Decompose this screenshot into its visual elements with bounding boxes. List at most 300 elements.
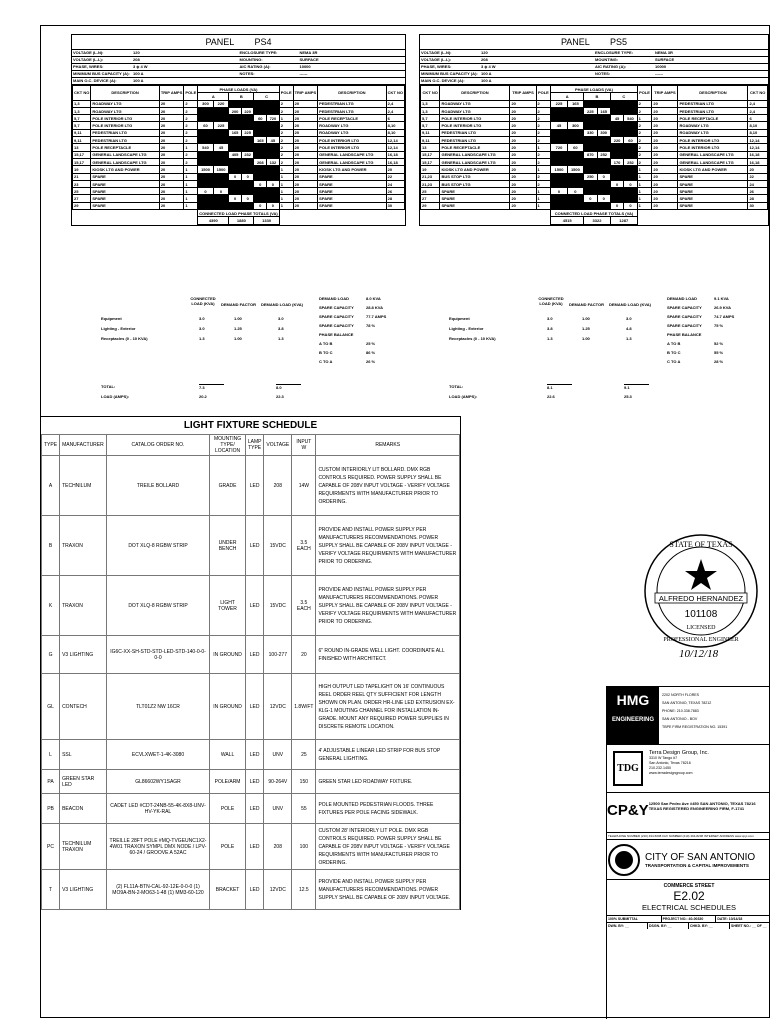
fixture-cell: LED xyxy=(245,636,264,674)
circuit-cell xyxy=(610,151,623,158)
info-label: PHASE, WIRES: xyxy=(421,64,452,69)
circuit-cell xyxy=(254,173,267,180)
circuit-cell: 1 xyxy=(637,166,652,173)
ps5-load-summary xyxy=(419,296,769,406)
tdg-logo: TDG xyxy=(613,751,643,786)
circuit-row xyxy=(73,129,405,136)
circuit-row xyxy=(73,151,405,158)
fixture-col-header: MANUFACTURER xyxy=(60,435,107,456)
col-header: CKT NO xyxy=(73,86,91,101)
phase-totals-row xyxy=(421,217,768,224)
circuit-cell: 1500 xyxy=(551,166,567,173)
circuit-cell: 20 xyxy=(159,158,184,165)
demand-factor: 1.00 xyxy=(582,316,590,321)
info-value: 208 xyxy=(133,57,140,62)
summary-label: B TO C xyxy=(319,350,333,355)
circuit-cell: 0 xyxy=(241,195,254,202)
circuit-cell: KIOSK LTG AND POWER xyxy=(91,166,159,173)
info-value: SURFACE xyxy=(655,57,675,62)
circuit-cell: 20 xyxy=(652,173,678,180)
info-value: ------ xyxy=(299,71,308,76)
fixture-cell: B xyxy=(42,516,60,576)
circuit-cell xyxy=(254,122,267,129)
circuit-cell xyxy=(267,173,280,180)
circuit-cell: SPARE xyxy=(91,188,159,195)
circuit-cell: 20 xyxy=(510,188,536,195)
circuit-cell: 20 xyxy=(159,137,184,144)
circuit-cell: 12,14 xyxy=(748,137,768,144)
circuit-cell xyxy=(198,107,214,114)
circuit-cell: 1 xyxy=(279,173,293,180)
fixture-row xyxy=(42,674,460,740)
total-demand: 8.0 xyxy=(276,384,301,390)
circuit-cell: 1,3 xyxy=(73,100,91,107)
summary-value: 77.7 AMPS xyxy=(366,314,387,319)
circuit-cell: POLE RECEPTACLE xyxy=(678,115,748,122)
fixture-row xyxy=(42,576,460,636)
circuit-cell xyxy=(624,151,637,158)
circuit-cell: 0 xyxy=(198,188,214,195)
col-header: DESCRIPTION xyxy=(91,86,159,101)
load-amps-demand: 25.3 xyxy=(624,394,632,399)
fixture-row xyxy=(42,456,460,516)
circuit-cell xyxy=(254,188,267,195)
circuit-row xyxy=(421,107,768,114)
circuit-cell: 20 xyxy=(510,144,536,151)
summary-value: 78 % xyxy=(366,323,376,328)
fixture-remarks: PROVIDE AND INSTALL POWER SUPPLY PER MANUFACTURERS RECOMMENDATIONS. POWER SUPPLY SHALL BE CAPABLE OF 208V INPUT VOLTAGE - VERIFY VOLTAGE REQUIRMENTS WITH MANUFACTURER PRIOR TO ORDERING. xyxy=(316,576,460,636)
circuit-cell: 720 xyxy=(267,115,280,122)
load-amps-label: LOAD (AMPS): xyxy=(449,394,477,399)
circuit-cell xyxy=(229,166,242,173)
circuit-cell: 20 xyxy=(159,151,184,158)
circuit-cell: 2 xyxy=(637,144,652,151)
circuit-cell: KIOSK LTG AND POWER xyxy=(678,166,748,173)
info-label: MAIN O.C. DEVICE (A): xyxy=(73,78,117,83)
footer-cell: DSGN. BY: __ xyxy=(648,923,689,929)
circuit-cell: 20 xyxy=(159,144,184,151)
total-demand: 9.1 xyxy=(624,384,649,390)
circuit-cell: 720 xyxy=(551,144,567,151)
circuit-cell: 13 xyxy=(73,144,91,151)
info-row-left xyxy=(72,64,239,71)
circuit-cell: 45 xyxy=(267,137,280,144)
circuit-cell: 1 xyxy=(184,202,198,209)
circuit-cell: 0 xyxy=(267,202,280,209)
info-row-left xyxy=(420,57,594,64)
summary-value: 8.0 KVA xyxy=(366,296,381,301)
info-label: NOTES: xyxy=(239,71,255,76)
footer-cell: SHEET NO.: __ OF __ xyxy=(730,923,770,929)
circuit-cell: 165 xyxy=(597,107,610,114)
fixture-cell: LED xyxy=(245,740,264,770)
summary-value: 86 % xyxy=(366,350,376,355)
col-header: DESCRIPTION xyxy=(678,86,748,101)
phase-header: B xyxy=(229,93,254,100)
circuit-row xyxy=(73,180,405,187)
col-header: DESCRIPTION xyxy=(440,86,510,101)
circuit-row xyxy=(421,151,768,158)
circuit-cell: GENERAL LANDSCAPE LTG xyxy=(318,151,386,158)
fixture-cell: TRAXON xyxy=(60,576,107,636)
circuit-cell xyxy=(229,158,242,165)
circuit-cell: SPARE xyxy=(91,202,159,209)
circuit-cell xyxy=(241,188,254,195)
circuit-cell: 20 xyxy=(510,195,536,202)
info-label: VOLTAGE (L-N): xyxy=(421,50,452,55)
circuit-cell: 20 xyxy=(652,166,678,173)
circuit-cell: 1,3 xyxy=(421,100,440,107)
circuit-cell: 2 xyxy=(184,137,198,144)
circuit-cell xyxy=(267,166,280,173)
seal-date: 10/12/18 xyxy=(679,648,719,660)
footer-cell: DWN. BY: __ xyxy=(607,923,648,929)
hmg-address-line: TBPE FIRM REGISTRATION NO. 15391 xyxy=(662,725,728,729)
circuit-cell: 5,7 xyxy=(421,122,440,129)
fixture-cell: 12VDC xyxy=(264,870,292,910)
fixture-cell: L xyxy=(42,740,60,770)
circuit-cell: 20 xyxy=(293,195,318,202)
fixture-cell: 208 xyxy=(264,824,292,870)
seal-name: ALFREDO HERNANDEZ xyxy=(658,594,744,603)
circuit-cell: 20 xyxy=(159,100,184,107)
fixture-row xyxy=(42,870,460,910)
load-type: Lighting - Exterior xyxy=(449,326,484,331)
demand-factor: 1.00 xyxy=(234,316,242,321)
circuit-cell xyxy=(624,122,637,129)
circuit-cell xyxy=(267,100,280,107)
fixture-row xyxy=(42,794,460,824)
demand-factor: 1.25 xyxy=(234,326,242,331)
circuit-cell xyxy=(213,151,229,158)
circuit-cell xyxy=(241,115,254,122)
spacer xyxy=(421,210,551,217)
circuit-cell: 20 xyxy=(293,144,318,151)
summary-value: 28.8 KVA xyxy=(366,305,384,310)
total-label: TOTAL: xyxy=(101,384,116,389)
summary-value: 26 % xyxy=(366,359,376,364)
info-row-left xyxy=(72,71,239,78)
info-label: ENCLOSURE TYPE: xyxy=(239,50,278,55)
info-row-right xyxy=(239,64,406,71)
circuit-cell: 20 xyxy=(293,173,318,180)
fixture-cell: TRAXON xyxy=(60,516,107,576)
circuit-cell xyxy=(198,173,214,180)
circuit-row xyxy=(421,188,768,195)
fixture-cell: UNV xyxy=(264,740,292,770)
info-label: AIC RATING (A): xyxy=(239,64,271,69)
circuit-cell xyxy=(254,195,267,202)
info-row-right xyxy=(594,71,768,78)
circuit-cell xyxy=(597,122,610,129)
circuit-cell: 2 xyxy=(184,158,198,165)
circuit-cell: 300 xyxy=(198,100,214,107)
circuit-cell: 1 xyxy=(637,188,652,195)
circuit-cell: 2 xyxy=(536,107,551,114)
fixture-table xyxy=(41,434,460,910)
circuit-cell xyxy=(229,122,242,129)
circuit-cell xyxy=(551,158,567,165)
fixture-cell: G xyxy=(42,636,60,674)
circuit-row xyxy=(421,100,768,107)
fixture-remarks: 6" ROUND IN-GRADE WELL LIGHT. COORDINATE ALL FINISHED WITH ARCHITECT. xyxy=(316,636,460,674)
circuit-cell: 2 xyxy=(184,107,198,114)
info-value: 208 xyxy=(481,57,488,62)
circuit-cell: 20 xyxy=(652,144,678,151)
circuit-cell: PEDESTRIAN LTG xyxy=(91,137,159,144)
fixture-cell: 90-264V xyxy=(264,770,292,794)
circuit-cell: 15,17 xyxy=(421,158,440,165)
total-conn: 7.3 xyxy=(199,384,224,390)
summary-label: SPARE CAPACITY xyxy=(667,314,702,319)
fixture-cell: WALL xyxy=(210,740,246,770)
summary-value: 26.9 KVA xyxy=(714,305,732,310)
circuit-cell: 30 xyxy=(748,202,768,209)
circuit-cell: PEDESTRIAN LTG xyxy=(440,137,510,144)
info-row-right xyxy=(594,64,768,71)
circuit-cell: 21 xyxy=(73,173,91,180)
circuit-cell xyxy=(610,122,623,129)
light-fixture-schedule xyxy=(41,416,461,910)
circuit-cell: POLE INTERIOR LTG xyxy=(440,115,510,122)
titleblock-footer-1 xyxy=(607,916,770,923)
circuit-cell xyxy=(584,115,597,122)
total-label: TOTAL: xyxy=(449,384,464,389)
info-value: ------ xyxy=(655,71,663,76)
fixture-remarks: PROVIDE AND INSTALL POWER SUPPLY PER MANUFACTURERS RECOMMENDATIONS. POWER SUPPLY SHALL BE CAPABLE OF 208V INPUT VOLTAGE - VERIFY VOLTAGE REQUIRMENTS WITH MANUFACTURER PRIOR TO ORDERING. xyxy=(316,516,460,576)
panel-schedule-ps5 xyxy=(419,34,769,226)
circuit-cell: 0 xyxy=(551,188,567,195)
demand-factor: 1.00 xyxy=(582,336,590,341)
circuit-cell: 252 xyxy=(624,158,637,165)
fixture-cell: LED xyxy=(245,456,264,516)
fixture-cell: PA xyxy=(42,770,60,794)
circuit-cell xyxy=(213,137,229,144)
circuit-cell: 1 xyxy=(637,180,652,187)
circuit-cell: 2 xyxy=(184,129,198,136)
circuit-cell: 6 xyxy=(386,115,404,122)
circuit-cell: SPARE xyxy=(678,180,748,187)
connected-load-row xyxy=(73,210,405,217)
spacer xyxy=(73,210,198,217)
circuit-cell: 20 xyxy=(652,137,678,144)
circuit-cell: 20 xyxy=(652,115,678,122)
info-row-left xyxy=(420,71,594,78)
info-value: 100 A xyxy=(133,78,144,83)
circuit-cell: 0 xyxy=(254,202,267,209)
circuit-cell xyxy=(254,129,267,136)
schedule-title: LIGHT FIXTURE SCHEDULE xyxy=(183,420,318,431)
circuit-cell: SPARE xyxy=(318,202,386,209)
circuit-cell: 2 xyxy=(637,137,652,144)
circuit-row xyxy=(421,195,768,202)
dl-header: DEMAND LOAD (KVA) xyxy=(609,302,651,307)
circuit-cell: 220 xyxy=(610,137,623,144)
circuit-cell: 26 xyxy=(386,188,404,195)
circuit-cell: 300 xyxy=(597,129,610,136)
circuit-cell: 1 xyxy=(637,115,652,122)
fixture-row xyxy=(42,824,460,870)
cpy-logo: CP&Y xyxy=(607,802,649,819)
panel-schedule-ps4 xyxy=(71,34,406,226)
fixture-cell: GL86602WY1SAGR xyxy=(106,770,210,794)
circuit-cell: 1 xyxy=(279,202,293,209)
circuit-cell xyxy=(198,202,214,209)
circuit-cell: GENERAL LANDSCAPE LTG xyxy=(440,151,510,158)
circuit-cell: 2 xyxy=(536,115,551,122)
circuit-cell: 0 xyxy=(610,202,623,209)
circuit-cell: 19 xyxy=(73,166,91,173)
tdg-address-line: 210.232.1450 xyxy=(649,766,671,770)
circuit-cell: 20 xyxy=(510,158,536,165)
summary-value: 9.1 KVA xyxy=(714,296,729,301)
circuit-cell xyxy=(584,166,597,173)
circuit-cell xyxy=(551,151,567,158)
circuit-row xyxy=(73,158,405,165)
col-header: POLE xyxy=(536,86,551,101)
fixture-cell: IN GROUND xyxy=(210,674,246,740)
circuit-cell: 20 xyxy=(293,100,318,107)
circuit-cell: 19 xyxy=(421,166,440,173)
circuit-cell: 20 xyxy=(510,100,536,107)
circuit-cell: 20 xyxy=(293,188,318,195)
load-amps-conn: 22.6 xyxy=(547,394,555,399)
phase-total: 3322 xyxy=(584,217,611,224)
summary-label: C TO A xyxy=(319,359,333,364)
circuit-cell xyxy=(198,151,214,158)
fixture-cell: BRACKET xyxy=(210,870,246,910)
summary-label: PHASE BALANCE xyxy=(667,332,702,337)
circuit-cell: 1 xyxy=(184,195,198,202)
fixture-cell: 208 xyxy=(264,456,292,516)
circuit-cell xyxy=(254,166,267,173)
header-row xyxy=(73,86,405,93)
circuit-cell xyxy=(213,173,229,180)
circuit-cell: 20 xyxy=(293,158,318,165)
info-label: PHASE, WIRES: xyxy=(73,64,104,69)
circuit-cell: 5,7 xyxy=(73,115,91,122)
circuit-cell: 1,3 xyxy=(73,107,91,114)
circuit-cell xyxy=(551,115,567,122)
tdg-address-line: 3310 W Tango #7 xyxy=(649,756,678,760)
city-block xyxy=(607,840,770,880)
circuit-cell: 20 xyxy=(510,137,536,144)
circuit-cell: 2 xyxy=(536,129,551,136)
circuit-cell: 20 xyxy=(159,180,184,187)
circuit-cell: 20 xyxy=(159,129,184,136)
circuit-cell: 16,18 xyxy=(748,151,768,158)
info-value: NEMA 3R xyxy=(655,50,673,55)
circuit-cell: 29 xyxy=(421,202,440,209)
circuit-cell xyxy=(213,158,229,165)
connected-kva: 3.8 xyxy=(547,326,553,331)
circuit-cell: 20 xyxy=(510,180,536,187)
circuit-cell: 165 xyxy=(567,100,583,107)
circuit-cell xyxy=(241,166,254,173)
circuit-cell: 20 xyxy=(159,115,184,122)
circuit-cell: 8,10 xyxy=(748,129,768,136)
circuit-cell xyxy=(610,100,623,107)
summary-label: SPARE CAPACITY xyxy=(319,305,354,310)
circuit-cell: 225 xyxy=(241,129,254,136)
fixture-cell: T xyxy=(42,870,60,910)
circuit-cell: 252 xyxy=(597,151,610,158)
circuit-cell: 0 xyxy=(213,188,229,195)
circuit-cell xyxy=(584,137,597,144)
circuit-cell: 540 xyxy=(624,115,637,122)
info-value: NEMA 3R xyxy=(299,50,318,55)
summary-label: SPARE CAPACITY xyxy=(319,323,354,328)
circuit-cell: 28 xyxy=(748,195,768,202)
circuit-row xyxy=(421,115,768,122)
fixture-cell: (2) FL11A-BTN-CAL-92-12E-0-0-0 (1) MO9A-BN-2-MO63-1-48 (1) MM3-60-120 xyxy=(106,870,210,910)
circuit-cell xyxy=(267,144,280,151)
load-type: Equipment xyxy=(449,316,470,321)
col-header: POLE xyxy=(637,86,652,101)
fixture-cell: 12.5 xyxy=(292,870,316,910)
hmg-address xyxy=(659,687,730,744)
circuit-cell: 15,17 xyxy=(73,158,91,165)
circuit-cell xyxy=(597,115,610,122)
circuit-cell: 2 xyxy=(637,122,652,129)
circuit-cell: 540 xyxy=(198,144,214,151)
circuit-cell: 16,18 xyxy=(748,158,768,165)
circuit-cell xyxy=(624,166,637,173)
circuit-cell xyxy=(241,180,254,187)
tdg-block xyxy=(607,745,770,793)
summary-value: 75 % xyxy=(714,323,724,328)
circuit-cell xyxy=(597,137,610,144)
circuit-cell xyxy=(229,115,242,122)
circuit-cell: 870 xyxy=(584,151,597,158)
circuit-cell: 2 xyxy=(279,158,293,165)
circuit-cell xyxy=(267,151,280,158)
circuit-cell: 232 xyxy=(241,151,254,158)
circuit-cell: SPARE xyxy=(91,180,159,187)
info-label xyxy=(594,78,654,84)
circuit-cell xyxy=(597,100,610,107)
circuit-row xyxy=(73,202,405,209)
circuit-cell: 1 xyxy=(279,188,293,195)
circuit-cell xyxy=(610,195,623,202)
connected-kva: 1.3 xyxy=(547,336,553,341)
phase-total: 1880 xyxy=(229,217,254,224)
circuit-cell: 250 xyxy=(584,173,597,180)
fixture-cell: LED xyxy=(245,770,264,794)
info-row-left xyxy=(420,64,594,71)
connected-load-row xyxy=(421,210,768,217)
circuit-cell xyxy=(551,202,567,209)
fixture-cell: 15VDC xyxy=(264,576,292,636)
seal-professional: PROFESSIONAL ENGINEER xyxy=(663,637,739,643)
circuit-cell: 0 xyxy=(584,195,597,202)
circuit-cell xyxy=(624,107,637,114)
circuit-row xyxy=(421,180,768,187)
summary-label: B TO C xyxy=(667,350,681,355)
fixture-cell: PB xyxy=(42,794,60,824)
circuit-cell xyxy=(624,129,637,136)
fixture-cell: TECHNILUM xyxy=(60,456,107,516)
circuit-cell: 2 xyxy=(536,100,551,107)
circuit-cell: GENERAL LANDSCAPE LTG xyxy=(440,158,510,165)
circuit-cell xyxy=(254,151,267,158)
circuit-cell xyxy=(584,100,597,107)
circuit-cell xyxy=(624,173,637,180)
fixture-col-header: TYPE xyxy=(42,435,60,456)
circuit-cell: 2 xyxy=(184,100,198,107)
circuit-cell xyxy=(198,115,214,122)
circuit-cell: 330 xyxy=(584,129,597,136)
